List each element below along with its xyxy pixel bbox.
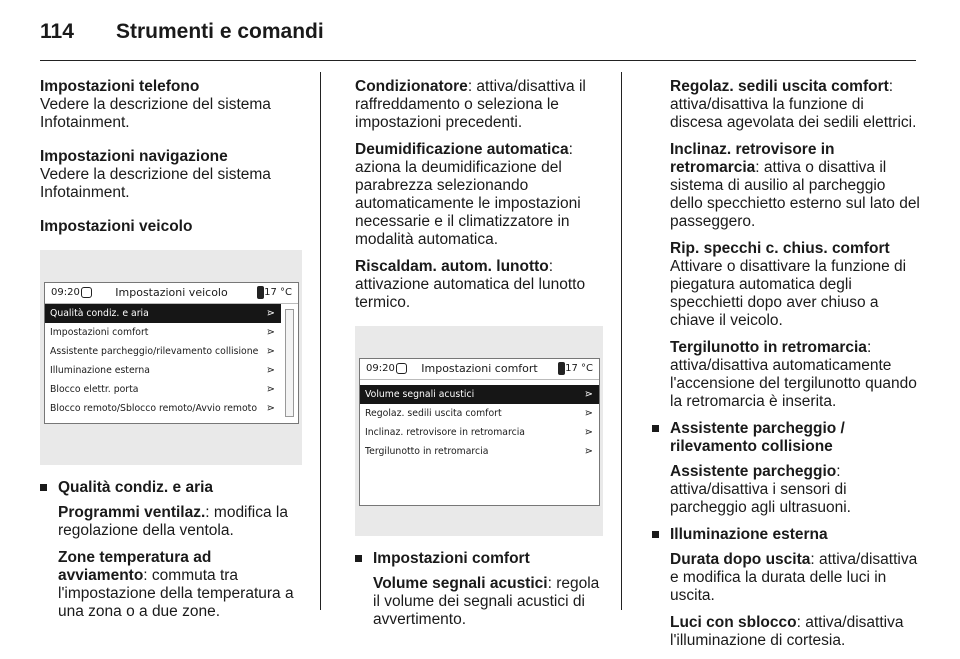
phone-settings-text: Vedere la descrizione del sistema Infotainment. xyxy=(40,96,271,131)
phone-settings-heading: Impostazioni telefono xyxy=(40,78,200,95)
chevron-right-icon: ⋗ xyxy=(266,384,275,395)
seat-exit-text: : attiva/disattiva la funzione di discesa agevolata dei sedili elettrici. xyxy=(670,78,917,131)
menu-item-label: Tergilunotto in retromarcia xyxy=(365,446,489,457)
bullet-square-icon xyxy=(652,531,659,538)
thermometer-icon xyxy=(257,286,264,299)
screen-time: 09:20 xyxy=(366,363,395,374)
menu-item-remote-lock[interactable] xyxy=(45,399,281,418)
menu-list xyxy=(360,385,599,461)
chevron-right-icon: ⋗ xyxy=(584,427,593,438)
menu-item-label: Assistente parcheggio/rilevamento collisione xyxy=(50,346,259,357)
menu-item-label: Volume segnali acustici xyxy=(365,389,475,400)
menu-item-label: Illuminazione esterna xyxy=(50,365,150,376)
vehicle-settings-screen-figure xyxy=(40,250,302,465)
chevron-right-icon: ⋗ xyxy=(266,308,275,319)
bullet-square-icon xyxy=(355,555,362,562)
column-middle xyxy=(355,78,603,638)
page-number: 114 xyxy=(40,20,74,43)
menu-item-label: Blocco elettr. porta xyxy=(50,384,139,395)
menu-item-climate[interactable] xyxy=(45,304,281,323)
comfort-settings-screen xyxy=(359,358,600,506)
screen-status-bar xyxy=(360,359,599,380)
climate-bullet-heading: Qualità condiz. e aria xyxy=(58,479,214,496)
menu-item-label: Qualità condiz. e aria xyxy=(50,308,149,319)
rear-wiper-text: : attiva/disattiva automaticamente l'accensione del tergilunotto quando la retromarcia è inserita. xyxy=(670,339,917,410)
column-divider xyxy=(320,72,321,610)
column-left xyxy=(40,78,302,630)
mirror-tilt-term: Inclinaz. retrovisore in retromarcia xyxy=(670,141,835,176)
mirror-fold-text: Attivare o disattivare la funzione di piegatura automatica degli specchietti dopo aver chiuso a chiave il veicolo. xyxy=(670,258,907,329)
park-assist-text: : attiva/disattiva i sensori di parcheggio agli ultrasuoni. xyxy=(670,463,851,516)
exit-duration-term: Durata dopo uscita xyxy=(670,551,811,568)
start-temp-zones-text: : commuta tra l'impostazione della temperatura a una zona o a due zone. xyxy=(58,567,294,620)
unlock-lights-text: : attiva/disattiva l'illuminazione di cortesia. xyxy=(670,614,904,649)
exterior-lighting-bullet xyxy=(652,526,920,544)
menu-item-signal-volume[interactable] xyxy=(360,385,599,404)
screen-time: 09:20 xyxy=(51,287,80,298)
comfort-items-continued xyxy=(652,78,920,411)
chevron-right-icon: ⋗ xyxy=(584,408,593,419)
auto-dehumidification-text: : aziona la deumidificazione del parabrezza selezionando automaticamente le impostazioni necessarie e il climatizzatore in modalità automatica. xyxy=(355,141,581,248)
screen-status-bar xyxy=(45,283,298,304)
bullet-square-icon xyxy=(40,484,47,491)
screen-title: Impostazioni comfort xyxy=(421,362,538,375)
exterior-lighting-items xyxy=(652,551,920,650)
comfort-settings-screen-figure xyxy=(355,326,603,536)
ventilation-programs-text: : modifica la regolazione della ventola. xyxy=(58,504,288,539)
exterior-lighting-bullet-heading: Illuminazione esterna xyxy=(670,526,828,543)
start-temp-zones-term: Zone temperatura ad avviamento xyxy=(58,549,212,584)
clock-icon xyxy=(396,363,407,374)
page-header xyxy=(40,20,916,61)
navigation-settings-heading: Impostazioni navigazione xyxy=(40,148,228,165)
auto-dehumidification-term: Deumidificazione automatica xyxy=(355,141,569,158)
screen-temperature: 17 °C xyxy=(565,363,593,374)
chevron-right-icon: ⋗ xyxy=(266,327,275,338)
navigation-settings-text: Vedere la descrizione del sistema Infotainment. xyxy=(40,166,271,201)
menu-item-rear-wiper[interactable] xyxy=(360,442,599,461)
exit-duration-text: : attiva/disattiva e modifica la durata delle luci in uscita. xyxy=(670,551,918,604)
menu-item-label: Blocco remoto/Sblocco remoto/Avvio remoto xyxy=(50,403,258,414)
thermometer-icon xyxy=(558,362,565,375)
unlock-lights-term: Luci con sblocco xyxy=(670,614,797,631)
column-divider xyxy=(621,72,622,610)
chevron-right-icon: ⋗ xyxy=(584,446,593,457)
rear-wiper-term: Tergilunotto in retromarcia xyxy=(670,339,867,356)
park-assist-bullet-heading: Assistente parcheggio / rilevamento collisione xyxy=(670,420,845,455)
park-assist-items xyxy=(652,463,920,517)
seat-exit-term: Regolaz. sedili uscita comfort xyxy=(670,78,889,95)
vehicle-settings-screen xyxy=(44,282,299,424)
mirror-fold-term: Rip. specchi c. chius. comfort xyxy=(670,240,890,257)
climate-bullet xyxy=(40,479,302,497)
scrollbar[interactable] xyxy=(285,309,294,417)
clock-icon xyxy=(81,287,92,298)
chevron-right-icon: ⋗ xyxy=(266,365,275,376)
navigation-settings-section xyxy=(40,148,302,202)
comfort-bullet xyxy=(355,550,603,568)
menu-list xyxy=(45,304,281,418)
menu-item-park-assist[interactable] xyxy=(45,342,281,361)
mirror-tilt-text: : attiva o disattiva il sistema di ausilio al parcheggio dello specchietto esterno sul lato del passeggero. xyxy=(670,159,920,230)
signal-volume-text: : regola il volume dei segnali acustici di avvertimento. xyxy=(373,575,600,628)
climate-items xyxy=(40,504,302,621)
menu-item-seat-exit[interactable] xyxy=(360,404,599,423)
auto-rear-window-heating-term: Riscaldam. autom. lunotto xyxy=(355,258,549,275)
chevron-right-icon: ⋗ xyxy=(584,389,593,400)
chevron-right-icon: ⋗ xyxy=(266,346,275,357)
vehicle-settings-heading: Impostazioni veicolo xyxy=(40,218,193,235)
menu-item-label: Impostazioni comfort xyxy=(50,327,149,338)
menu-item-comfort[interactable] xyxy=(45,323,281,342)
column-right xyxy=(652,78,920,659)
menu-item-exterior-lighting[interactable] xyxy=(45,361,281,380)
air-conditioning-text: : attiva/disattiva il raffreddamento o seleziona le impostazioni precedenti. xyxy=(355,78,586,131)
menu-item-mirror-tilt[interactable] xyxy=(360,423,599,442)
chevron-right-icon: ⋗ xyxy=(266,403,275,414)
comfort-items xyxy=(355,575,603,629)
ventilation-programs-term: Programmi ventilaz. xyxy=(58,504,206,521)
menu-item-door-lock[interactable] xyxy=(45,380,281,399)
menu-item-label: Regolaz. sedili uscita comfort xyxy=(365,408,502,419)
screen-title: Impostazioni veicolo xyxy=(115,286,228,299)
signal-volume-term: Volume segnali acustici xyxy=(373,575,548,592)
screen-temperature: 17 °C xyxy=(264,287,292,298)
park-assist-bullet xyxy=(652,420,920,456)
comfort-bullet-heading: Impostazioni comfort xyxy=(373,550,530,567)
menu-item-label: Inclinaz. retrovisore in retromarcia xyxy=(365,427,525,438)
bullet-square-icon xyxy=(652,425,659,432)
park-assist-term: Assistente parcheggio xyxy=(670,463,837,480)
phone-settings-section xyxy=(40,78,302,132)
auto-rear-window-heating-text: : attivazione automatica del lunotto termico. xyxy=(355,258,586,311)
page-title: Strumenti e comandi xyxy=(116,20,324,43)
air-conditioning-term: Condizionatore xyxy=(355,78,468,95)
